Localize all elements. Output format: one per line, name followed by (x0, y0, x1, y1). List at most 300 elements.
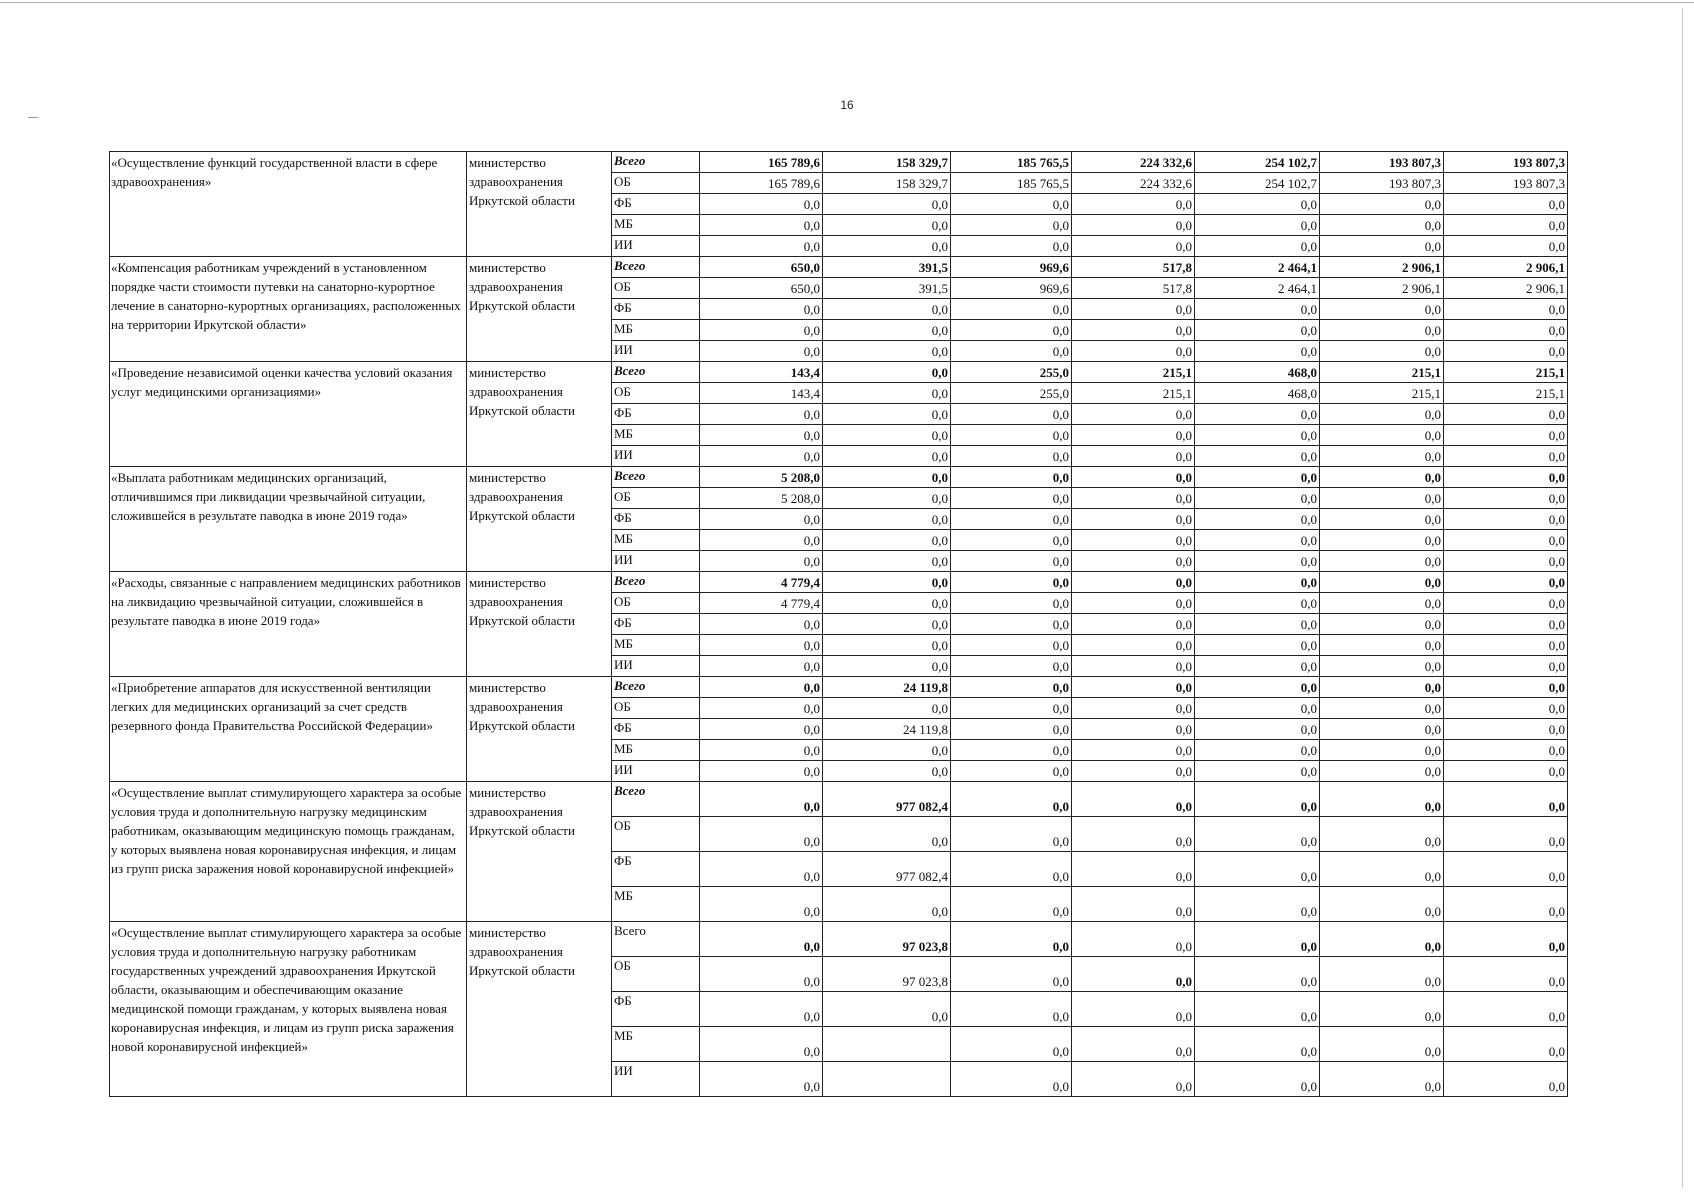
event-name-cell: «Приобретение аппаратов для искусственной вентиляции легких для медицинских организаций за счет средств резервного фонда Правительства Российской Федерации» (110, 677, 467, 782)
funding-source-cell: ИИ (612, 236, 700, 257)
amount-cell: 468,0 (1195, 383, 1320, 404)
amount-cell: 0,0 (1195, 320, 1320, 341)
amount-cell: 0,0 (951, 992, 1072, 1027)
amount-cell: 0,0 (1444, 887, 1568, 922)
amount-cell: 2 464,1 (1195, 257, 1320, 278)
amount-cell: 0,0 (1195, 614, 1320, 635)
amount-cell: 0,0 (951, 530, 1072, 551)
amount-cell: 0,0 (951, 1027, 1072, 1062)
amount-cell: 0,0 (700, 320, 823, 341)
amount-cell: 0,0 (823, 530, 951, 551)
amount-cell: 0,0 (1072, 852, 1195, 887)
amount-cell: 0,0 (1444, 782, 1568, 817)
amount-cell: 0,0 (1444, 593, 1568, 614)
amount-cell: 0,0 (823, 194, 951, 215)
amount-cell: 0,0 (700, 446, 823, 467)
amount-cell: 0,0 (951, 215, 1072, 236)
amount-cell: 0,0 (700, 719, 823, 740)
event-name-cell: «Выплата работникам медицинских организаций, отличившимся при ликвидации чрезвычайной ситуации, сложившейся в результате паводка в июне 2019 года» (110, 467, 467, 572)
amount-cell: 0,0 (700, 551, 823, 572)
amount-cell: 0,0 (1195, 761, 1320, 782)
amount-cell: 0,0 (823, 817, 951, 852)
amount-cell: 255,0 (951, 362, 1072, 383)
amount-cell: 0,0 (823, 992, 951, 1027)
amount-cell: 4 779,4 (700, 572, 823, 593)
amount-cell: 0,0 (1320, 957, 1444, 992)
amount-cell: 0,0 (1444, 551, 1568, 572)
amount-cell: 0,0 (1444, 299, 1568, 320)
funding-source-cell: МБ (612, 425, 700, 446)
amount-cell: 0,0 (823, 488, 951, 509)
amount-cell: 0,0 (1320, 635, 1444, 656)
amount-cell: 0,0 (951, 425, 1072, 446)
amount-cell: 0,0 (1195, 740, 1320, 761)
table-row (110, 152, 1568, 173)
scan-top-border (0, 2, 1694, 3)
funding-source-cell: МБ (612, 530, 700, 551)
amount-cell: 0,0 (1072, 922, 1195, 957)
amount-cell: 0,0 (700, 236, 823, 257)
amount-cell: 0,0 (700, 852, 823, 887)
amount-cell: 0,0 (1072, 817, 1195, 852)
funding-source-cell: ФБ (612, 299, 700, 320)
amount-cell: 0,0 (951, 467, 1072, 488)
amount-cell: 165 789,6 (700, 173, 823, 194)
amount-cell: 0,0 (700, 761, 823, 782)
amount-cell: 391,5 (823, 257, 951, 278)
funding-source-cell: ИИ (612, 341, 700, 362)
amount-cell: 255,0 (951, 383, 1072, 404)
amount-cell: 0,0 (1072, 887, 1195, 922)
amount-cell: 0,0 (1195, 852, 1320, 887)
event-name-cell: «Проведение независимой оценки качества условий оказания услуг медицинскими организациями» (110, 362, 467, 467)
amount-cell: 0,0 (823, 362, 951, 383)
amount-cell: 0,0 (1444, 509, 1568, 530)
amount-cell: 0,0 (1320, 817, 1444, 852)
amount-cell: 0,0 (700, 341, 823, 362)
funding-source-cell: МБ (612, 635, 700, 656)
amount-cell: 0,0 (1072, 635, 1195, 656)
amount-cell: 2 906,1 (1444, 257, 1568, 278)
funding-source-cell: ФБ (612, 194, 700, 215)
funding-source-cell: ФБ (612, 614, 700, 635)
amount-cell: 468,0 (1195, 362, 1320, 383)
amount-cell: 0,0 (1444, 236, 1568, 257)
amount-cell: 0,0 (1195, 215, 1320, 236)
funding-source-cell: Всего (612, 572, 700, 593)
amount-cell: 254 102,7 (1195, 152, 1320, 173)
amount-cell: 0,0 (1072, 698, 1195, 719)
amount-cell: 0,0 (823, 341, 951, 362)
amount-cell: 0,0 (1320, 719, 1444, 740)
amount-cell: 215,1 (1320, 383, 1444, 404)
amount-cell: 0,0 (1444, 992, 1568, 1027)
amount-cell: 215,1 (1072, 362, 1195, 383)
amount-cell: 0,0 (1072, 530, 1195, 551)
amount-cell: 0,0 (1320, 194, 1444, 215)
amount-cell: 0,0 (1320, 299, 1444, 320)
amount-cell: 0,0 (951, 761, 1072, 782)
amount-cell: 0,0 (951, 320, 1072, 341)
funding-source-cell: ФБ (612, 992, 700, 1027)
amount-cell: 0,0 (1195, 425, 1320, 446)
amount-cell: 0,0 (1444, 530, 1568, 551)
amount-cell: 0,0 (1320, 530, 1444, 551)
amount-cell: 0,0 (951, 551, 1072, 572)
amount-cell: 517,8 (1072, 278, 1195, 299)
amount-cell: 0,0 (700, 1062, 823, 1097)
amount-cell: 0,0 (1444, 341, 1568, 362)
amount-cell: 0,0 (1072, 761, 1195, 782)
amount-cell: 0,0 (1320, 215, 1444, 236)
amount-cell: 0,0 (951, 656, 1072, 677)
amount-cell: 193 807,3 (1444, 173, 1568, 194)
amount-cell: 0,0 (823, 383, 951, 404)
amount-cell: 0,0 (951, 719, 1072, 740)
table-row (110, 362, 1568, 383)
amount-cell: 0,0 (1195, 194, 1320, 215)
funding-source-cell: ОБ (612, 593, 700, 614)
amount-cell: 0,0 (1195, 236, 1320, 257)
amount-cell: 0,0 (951, 446, 1072, 467)
amount-cell: 0,0 (1444, 194, 1568, 215)
amount-cell: 193 807,3 (1444, 152, 1568, 173)
funding-source-cell: ОБ (612, 957, 700, 992)
amount-cell: 969,6 (951, 257, 1072, 278)
amount-cell: 0,0 (1444, 404, 1568, 425)
amount-cell: 4 779,4 (700, 593, 823, 614)
amount-cell: 0,0 (1444, 817, 1568, 852)
amount-cell: 0,0 (1072, 1027, 1195, 1062)
amount-cell: 650,0 (700, 278, 823, 299)
amount-cell: 0,0 (823, 215, 951, 236)
amount-cell: 0,0 (1195, 530, 1320, 551)
funding-source-cell: МБ (612, 887, 700, 922)
amount-cell: 2 906,1 (1320, 278, 1444, 299)
funding-source-cell: Всего (612, 782, 700, 817)
amount-cell: 969,6 (951, 278, 1072, 299)
amount-cell: 0,0 (823, 740, 951, 761)
amount-cell: 0,0 (951, 404, 1072, 425)
amount-cell: 0,0 (951, 509, 1072, 530)
amount-cell: 0,0 (1320, 614, 1444, 635)
amount-cell: 0,0 (1320, 698, 1444, 719)
amount-cell: 0,0 (1444, 740, 1568, 761)
amount-cell: 0,0 (823, 509, 951, 530)
event-name-cell: «Расходы, связанные с направлением медицинских работников на ликвидацию чрезвычайной ситуации, сложившейся в результате паводка в июне 2019 года» (110, 572, 467, 677)
amount-cell: 2 464,1 (1195, 278, 1320, 299)
amount-cell: 0,0 (1444, 446, 1568, 467)
amount-cell: 0,0 (1320, 656, 1444, 677)
amount-cell: 193 807,3 (1320, 173, 1444, 194)
amount-cell: 0,0 (1444, 656, 1568, 677)
amount-cell: 0,0 (951, 635, 1072, 656)
amount-cell: 0,0 (951, 922, 1072, 957)
amount-cell: 0,0 (1072, 572, 1195, 593)
amount-cell: 0,0 (700, 922, 823, 957)
amount-cell: 0,0 (1320, 677, 1444, 698)
amount-cell: 0,0 (1320, 740, 1444, 761)
amount-cell: 0,0 (1320, 446, 1444, 467)
amount-cell: 0,0 (1444, 320, 1568, 341)
amount-cell: 0,0 (700, 887, 823, 922)
amount-cell: 0,0 (1320, 887, 1444, 922)
amount-cell: 0,0 (951, 852, 1072, 887)
amount-cell: 143,4 (700, 362, 823, 383)
amount-cell: 0,0 (823, 614, 951, 635)
funding-table-body (110, 152, 1568, 1097)
amount-cell: 0,0 (700, 698, 823, 719)
amount-cell: 0,0 (700, 635, 823, 656)
amount-cell: 977 082,4 (823, 782, 951, 817)
amount-cell: 0,0 (951, 740, 1072, 761)
amount-cell: 0,0 (1320, 404, 1444, 425)
amount-cell: 0,0 (1320, 509, 1444, 530)
amount-cell: 0,0 (1444, 467, 1568, 488)
amount-cell: 0,0 (823, 320, 951, 341)
amount-cell: 391,5 (823, 278, 951, 299)
amount-cell: 0,0 (823, 887, 951, 922)
amount-cell: 0,0 (1195, 509, 1320, 530)
amount-cell: 0,0 (700, 614, 823, 635)
amount-cell: 0,0 (1320, 551, 1444, 572)
amount-cell: 0,0 (1072, 782, 1195, 817)
funding-table (109, 151, 1568, 1097)
amount-cell: 0,0 (1195, 467, 1320, 488)
amount-cell: 0,0 (1320, 1062, 1444, 1097)
amount-cell: 0,0 (1320, 922, 1444, 957)
amount-cell: 0,0 (1320, 992, 1444, 1027)
amount-cell: 0,0 (951, 887, 1072, 922)
amount-cell: 0,0 (700, 1027, 823, 1062)
event-name-cell: «Осуществление выплат стимулирующего характера за особые условия труда и дополнительную нагрузку работникам государственных учреждений здравоохранения Иркутской области, оказывающим и обеспечивающим оказание медицинской помощи гражданам, у которых выявлена новая коронавирусная инфекция, и лицам из групп риска заражения новой коронавирусной инфекцией» (110, 922, 467, 1097)
amount-cell: 0,0 (1444, 677, 1568, 698)
amount-cell: 0,0 (700, 740, 823, 761)
amount-cell: 0,0 (1320, 593, 1444, 614)
table-row (110, 922, 1568, 957)
amount-cell: 0,0 (700, 782, 823, 817)
amount-cell: 0,0 (1195, 698, 1320, 719)
amount-cell: 0,0 (951, 593, 1072, 614)
amount-cell: 0,0 (700, 957, 823, 992)
amount-cell: 0,0 (700, 425, 823, 446)
amount-cell: 0,0 (1195, 404, 1320, 425)
table-row (110, 677, 1568, 698)
responsible-org-cell: министерство здравоохранения Иркутской области (467, 257, 612, 362)
amount-cell (823, 1027, 951, 1062)
amount-cell: 650,0 (700, 257, 823, 278)
amount-cell: 5 208,0 (700, 467, 823, 488)
amount-cell: 0,0 (1072, 446, 1195, 467)
amount-cell: 165 789,6 (700, 152, 823, 173)
amount-cell: 185 765,5 (951, 152, 1072, 173)
amount-cell: 0,0 (1444, 761, 1568, 782)
amount-cell: 0,0 (1195, 488, 1320, 509)
amount-cell: 0,0 (700, 299, 823, 320)
funding-source-cell: ОБ (612, 488, 700, 509)
amount-cell: 215,1 (1444, 362, 1568, 383)
responsible-org-cell: министерство здравоохранения Иркутской области (467, 677, 612, 782)
amount-cell: 0,0 (1195, 887, 1320, 922)
amount-cell: 158 329,7 (823, 152, 951, 173)
amount-cell: 2 906,1 (1320, 257, 1444, 278)
amount-cell: 0,0 (1320, 320, 1444, 341)
amount-cell: 0,0 (700, 194, 823, 215)
amount-cell: 0,0 (1444, 614, 1568, 635)
amount-cell: 0,0 (1320, 852, 1444, 887)
amount-cell: 0,0 (951, 782, 1072, 817)
funding-source-cell: ФБ (612, 404, 700, 425)
funding-source-cell: ОБ (612, 278, 700, 299)
amount-cell: 0,0 (1195, 922, 1320, 957)
amount-cell: 0,0 (1195, 635, 1320, 656)
funding-source-cell: ФБ (612, 509, 700, 530)
funding-source-cell: ФБ (612, 852, 700, 887)
amount-cell: 0,0 (951, 614, 1072, 635)
amount-cell: 224 332,6 (1072, 152, 1195, 173)
amount-cell: 0,0 (700, 656, 823, 677)
funding-source-cell: Всего (612, 922, 700, 957)
amount-cell: 0,0 (823, 551, 951, 572)
amount-cell: 0,0 (700, 992, 823, 1027)
funding-source-cell: Всего (612, 257, 700, 278)
table-row (110, 782, 1568, 817)
amount-cell: 0,0 (1195, 992, 1320, 1027)
event-name-cell: «Компенсация работникам учреждений в установленном порядке части стоимости путевки на санаторно-курортное лечение в санаторно-курортных организациях, расположенных на территории Иркутской области» (110, 257, 467, 362)
amount-cell: 0,0 (951, 194, 1072, 215)
amount-cell: 0,0 (823, 761, 951, 782)
amount-cell: 0,0 (1072, 299, 1195, 320)
amount-cell: 0,0 (1195, 782, 1320, 817)
amount-cell: 0,0 (951, 236, 1072, 257)
amount-cell: 0,0 (1072, 467, 1195, 488)
amount-cell: 0,0 (1195, 656, 1320, 677)
funding-source-cell: Всего (612, 362, 700, 383)
amount-cell: 215,1 (1072, 383, 1195, 404)
amount-cell: 0,0 (823, 236, 951, 257)
responsible-org-cell: министерство здравоохранения Иркутской области (467, 362, 612, 467)
amount-cell: 185 765,5 (951, 173, 1072, 194)
event-name-cell: «Осуществление выплат стимулирующего характера за особые условия труда и дополнительную нагрузку медицинским работникам, оказывающим медицинскую помощь гражданам, у которых выявлена новая коронавирусная инфекция, и лицам из групп риска заражения новой коронавирусной инфекцией» (110, 782, 467, 922)
funding-source-cell: ОБ (612, 698, 700, 719)
funding-source-cell: Всего (612, 677, 700, 698)
amount-cell: 0,0 (700, 817, 823, 852)
amount-cell: 0,0 (1195, 551, 1320, 572)
amount-cell: 0,0 (1072, 614, 1195, 635)
funding-source-cell: ИИ (612, 761, 700, 782)
amount-cell: 0,0 (951, 488, 1072, 509)
amount-cell: 0,0 (1072, 215, 1195, 236)
amount-cell: 5 208,0 (700, 488, 823, 509)
amount-cell: 0,0 (1320, 488, 1444, 509)
amount-cell: 0,0 (823, 404, 951, 425)
amount-cell: 0,0 (951, 698, 1072, 719)
amount-cell: 0,0 (951, 957, 1072, 992)
amount-cell: 254 102,7 (1195, 173, 1320, 194)
amount-cell: 0,0 (1444, 852, 1568, 887)
amount-cell: 0,0 (823, 698, 951, 719)
amount-cell: 0,0 (1072, 551, 1195, 572)
amount-cell: 158 329,7 (823, 173, 951, 194)
responsible-org-cell: министерство здравоохранения Иркутской области (467, 152, 612, 257)
amount-cell: 0,0 (1444, 719, 1568, 740)
funding-source-cell: ИИ (612, 1062, 700, 1097)
amount-cell: 0,0 (1072, 341, 1195, 362)
amount-cell: 0,0 (823, 593, 951, 614)
amount-cell: 2 906,1 (1444, 278, 1568, 299)
amount-cell: 97 023,8 (823, 957, 951, 992)
amount-cell: 0,0 (1195, 446, 1320, 467)
table-row (110, 572, 1568, 593)
amount-cell: 0,0 (823, 446, 951, 467)
amount-cell: 0,0 (1072, 488, 1195, 509)
amount-cell: 0,0 (1072, 509, 1195, 530)
event-name-cell: «Осуществление функций государственной власти в сфере здравоохранения» (110, 152, 467, 257)
funding-source-cell: ОБ (612, 173, 700, 194)
amount-cell: 24 119,8 (823, 719, 951, 740)
funding-source-cell: ИИ (612, 551, 700, 572)
amount-cell: 0,0 (951, 817, 1072, 852)
amount-cell: 143,4 (700, 383, 823, 404)
amount-cell: 0,0 (823, 635, 951, 656)
amount-cell: 215,1 (1320, 362, 1444, 383)
amount-cell: 0,0 (823, 572, 951, 593)
amount-cell: 0,0 (1444, 1027, 1568, 1062)
responsible-org-cell: министерство здравоохранения Иркутской области (467, 922, 612, 1097)
amount-cell: 0,0 (1444, 488, 1568, 509)
responsible-org-cell: министерство здравоохранения Иркутской области (467, 782, 612, 922)
amount-cell: 24 119,8 (823, 677, 951, 698)
amount-cell: 0,0 (1320, 1027, 1444, 1062)
amount-cell: 97 023,8 (823, 922, 951, 957)
funding-source-cell: ФБ (612, 719, 700, 740)
amount-cell: 0,0 (1072, 320, 1195, 341)
funding-source-cell: МБ (612, 215, 700, 236)
amount-cell: 0,0 (1320, 236, 1444, 257)
amount-cell: 0,0 (1072, 719, 1195, 740)
amount-cell: 0,0 (1195, 957, 1320, 992)
amount-cell: 0,0 (1072, 425, 1195, 446)
amount-cell: 0,0 (1072, 740, 1195, 761)
amount-cell: 0,0 (1195, 817, 1320, 852)
amount-cell: 193 807,3 (1320, 152, 1444, 173)
amount-cell: 0,0 (951, 341, 1072, 362)
amount-cell: 0,0 (700, 677, 823, 698)
amount-cell: 0,0 (951, 1062, 1072, 1097)
amount-cell: 0,0 (1444, 1062, 1568, 1097)
amount-cell: 0,0 (1444, 957, 1568, 992)
amount-cell: 0,0 (1195, 677, 1320, 698)
funding-source-cell: ИИ (612, 656, 700, 677)
amount-cell: 0,0 (1320, 572, 1444, 593)
amount-cell: 0,0 (1444, 635, 1568, 656)
amount-cell: 0,0 (1444, 572, 1568, 593)
funding-source-cell: ИИ (612, 446, 700, 467)
funding-source-cell: ОБ (612, 817, 700, 852)
amount-cell: 0,0 (1320, 425, 1444, 446)
amount-cell (823, 1062, 951, 1097)
funding-source-cell: Всего (612, 467, 700, 488)
page-number: 16 (840, 98, 854, 112)
amount-cell: 0,0 (1195, 593, 1320, 614)
funding-source-cell: МБ (612, 320, 700, 341)
amount-cell: 0,0 (1195, 299, 1320, 320)
funding-source-cell: Всего (612, 152, 700, 173)
amount-cell: 0,0 (1195, 341, 1320, 362)
amount-cell: 0,0 (1444, 698, 1568, 719)
amount-cell: 0,0 (823, 299, 951, 320)
amount-cell: 0,0 (1320, 467, 1444, 488)
